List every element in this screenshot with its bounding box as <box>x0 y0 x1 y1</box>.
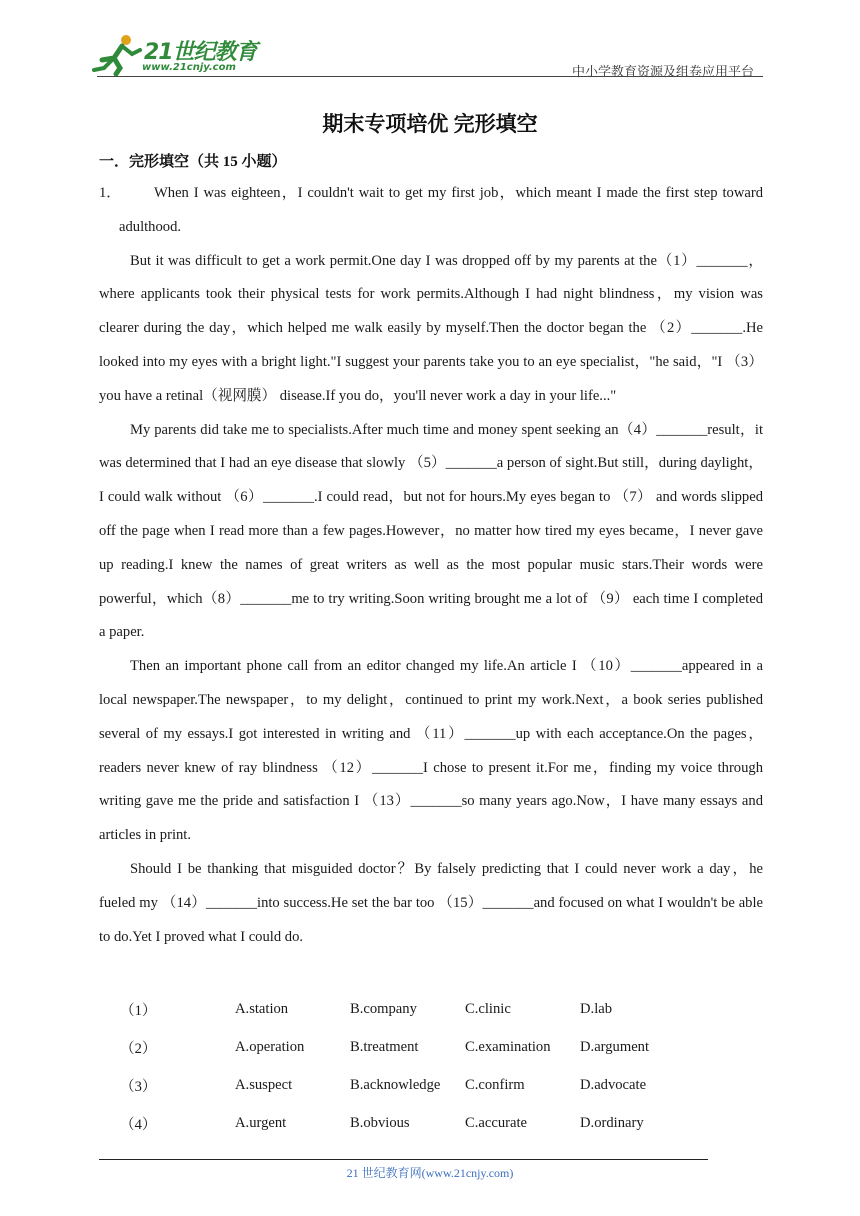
footer-divider <box>99 1159 708 1160</box>
option-b[interactable]: B.acknowledge <box>350 1076 441 1093</box>
header-divider <box>97 76 763 77</box>
option-b[interactable]: B.treatment <box>350 1038 419 1055</box>
option-number: （4） <box>120 1116 157 1133</box>
option-b[interactable]: B.obvious <box>350 1114 410 1131</box>
question-number: 1． <box>99 185 121 201</box>
passage-paragraph: But it was difficult to get a work permit.One day I was dropped off by my parents at the（1）_______，where applicants took their physical tests for work permits.Although I had night blindness，my vision was clearer during the day，which helped me walk easily by myself.Then the doctor began the （2）_______.He looked into my eyes with a bright light."I suggest your parents take you to an eye specialist，"he said，"I （3） you have a retinal（视网膜） disease.If you do，you'll never work a day in your life..." <box>99 252 763 404</box>
option-c[interactable]: C.confirm <box>465 1076 525 1093</box>
runner-logo-icon <box>92 34 144 76</box>
passage-paragraph: Then an important phone call from an editor changed my life.An article I （10）_______appeared in a local newspaper.The newspaper，to my delight，continued to print my work.Next，a book series published several of my essays.I got interested in writing and （11）_______up with each acceptance.On the pages，readers never knew of ray blindness （12）_______I chose to present it.For me，finding my voice through writing gave me the pride and satisfaction I （13）_______so many years ago.Now，I have many essays and articles in print. <box>99 658 763 844</box>
option-number: （2） <box>120 1040 157 1057</box>
logo-text: 21世纪教育 <box>144 40 257 65</box>
option-row <box>120 1104 690 1142</box>
option-d[interactable]: D.ordinary <box>580 1114 644 1131</box>
logo-url: www.21cnjy.com <box>142 62 236 73</box>
option-c[interactable]: C.examination <box>465 1038 551 1055</box>
option-a[interactable]: A.operation <box>235 1038 305 1055</box>
options-table <box>120 990 690 1142</box>
option-a[interactable]: A.suspect <box>235 1076 293 1093</box>
section-heading: 一．完形填空（共 15 小题） <box>99 154 287 170</box>
passage-paragraph: My parents did take me to specialists.After much time and money spent seeking an（4）_______result，it was determined that I had an eye disease that slowly （5）_______a person of sight.But still，during daylight，I could walk without （6）_______.I could read，but not for hours.My eyes began to （7） and words slipped off the page when I read more than a few pages.However，no matter how tired my eyes became，I never gave up reading.I knew the names of great writers as well as the most popular music stars.Their words were powerful，which（8）_______me to try writing.Soon writing brought me a lot of （9） each time I completed a paper. <box>99 421 763 641</box>
option-a[interactable]: A.station <box>235 1000 289 1017</box>
page-header <box>0 0 860 80</box>
page-title: 期末专项培优 完形填空 <box>322 112 538 136</box>
option-b[interactable]: B.company <box>350 1000 417 1017</box>
platform-label: 中小学教育资源及组卷应用平台 <box>571 64 754 79</box>
option-row <box>120 1066 690 1104</box>
passage-paragraph <box>99 177 763 245</box>
site-logo[interactable] <box>92 34 262 78</box>
option-number: （1） <box>120 1002 157 1019</box>
footer-link[interactable]: 21 世纪教育网(www.21cnjy.com) <box>346 1166 514 1180</box>
option-d[interactable]: D.argument <box>580 1038 650 1055</box>
option-d[interactable]: D.lab <box>580 1000 613 1017</box>
option-d[interactable]: D.advocate <box>580 1076 647 1093</box>
option-row <box>120 1028 690 1066</box>
option-c[interactable]: C.accurate <box>465 1114 527 1131</box>
paragraph-text: When I was eighteen，I couldn't wait to get my first job，which meant I made the first step toward adulthood. <box>119 185 763 235</box>
cloze-passage <box>99 177 763 954</box>
option-number: （3） <box>120 1078 157 1095</box>
option-c[interactable]: C.clinic <box>465 1000 511 1017</box>
option-a[interactable]: A.urgent <box>235 1114 287 1131</box>
option-row <box>120 990 690 1028</box>
passage-paragraph: Should I be thanking that misguided doctor？By falsely predicting that I could never work a day，he fueled my （14）_______into success.He set the bar too （15）_______and focused on what I wouldn't be able to do.Yet I proved what I could do. <box>99 860 763 945</box>
